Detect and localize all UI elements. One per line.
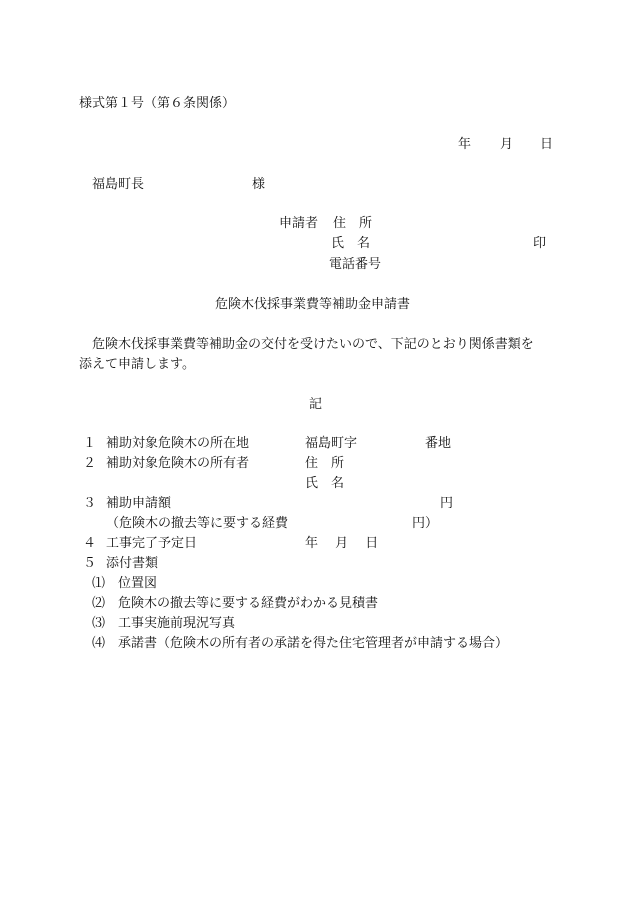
item-4-label: 工事完了予定日 (106, 536, 198, 551)
applicant-name-label: 氏 名 (331, 236, 371, 251)
item-3-number: ３ (83, 496, 97, 511)
attachment-1-label: 位置図 (118, 576, 158, 591)
document-title: 危険木伐採事業費等補助金申請書 (215, 297, 411, 312)
date-year-label: 年 (458, 137, 472, 152)
item-3-note: （危険木の撤去等に要する経費 (106, 516, 289, 531)
body-line-2: 添えて申請します。 (79, 357, 195, 372)
attachment-2-number: ⑵ (92, 596, 106, 611)
attachment-4-number: ⑷ (92, 636, 106, 651)
date-day-label: 日 (540, 137, 554, 152)
item-2-name-label: 氏 名 (305, 476, 345, 491)
attachment-3-number: ⑶ (92, 616, 106, 631)
date-month-label: 月 (500, 137, 514, 152)
item-3-unit: 円 (440, 496, 454, 511)
attachment-1-number: ⑴ (92, 576, 106, 591)
item-1-label: 補助対象危険木の所在地 (106, 436, 250, 451)
item-1-suffix: 番地 (425, 436, 452, 451)
item-5-label: 添付書類 (106, 556, 159, 571)
ki-heading: 記 (309, 397, 323, 412)
seal-mark: 印 (533, 236, 547, 251)
body-line-1: 危険木伐採事業費等補助金の交付を受けたいので、下記のとおり関係書類を (92, 337, 534, 352)
attachment-4-label: 承諾書（危険木の所有者の承諾を得た住宅管理者が申請する場合） (118, 636, 509, 651)
item-2-address-label: 住 所 (305, 456, 345, 471)
applicant-address-label: 住 所 (333, 216, 373, 231)
item-5-number: ５ (83, 556, 97, 571)
item-3-label: 補助申請額 (106, 496, 172, 511)
item-1-number: １ (83, 436, 97, 451)
item-2-label: 補助対象危険木の所有者 (106, 456, 250, 471)
item-4-number: ４ (83, 536, 97, 551)
addressee-name: 福島町長 (92, 177, 145, 192)
addressee-honorific: 様 (252, 177, 266, 192)
item-4-date: 年 月 日 (305, 536, 379, 551)
item-2-number: ２ (83, 456, 97, 471)
item-1-value: 福島町字 (305, 436, 358, 451)
form-id: 様式第１号（第６条関係） (79, 96, 236, 111)
item-3-note-unit: 円） (412, 516, 439, 531)
applicant-role: 申請者 (279, 216, 319, 231)
applicant-phone-label: 電話番号 (329, 257, 382, 272)
attachment-3-label: 工事実施前現況写真 (118, 616, 236, 631)
attachment-2-label: 危険木の撤去等に要する経費がわかる見積書 (118, 596, 379, 611)
